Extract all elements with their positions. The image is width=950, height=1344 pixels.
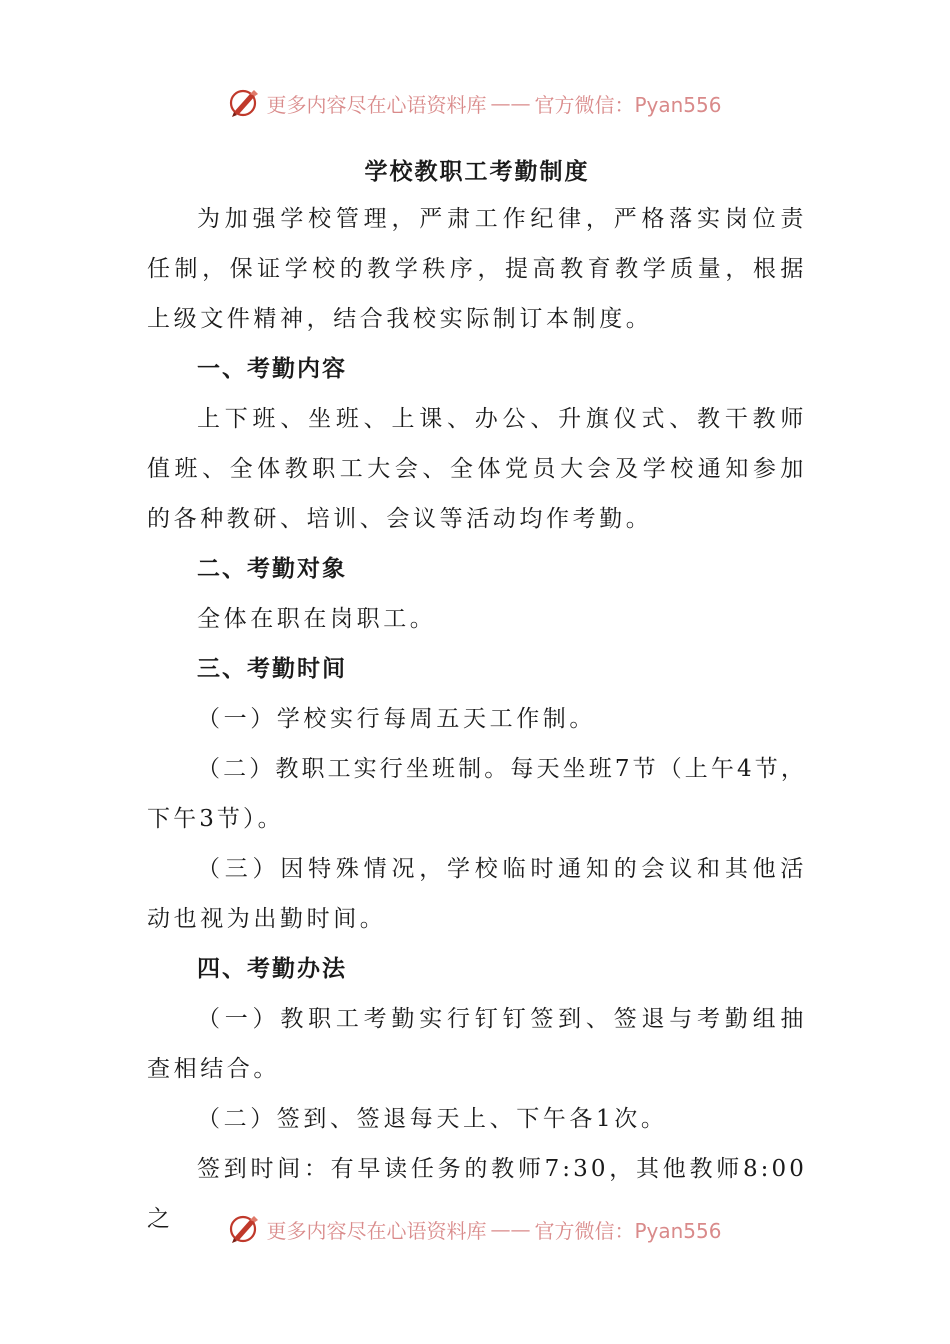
section-heading: 三、考勤时间 <box>197 655 347 682</box>
watermark-separator: —— <box>490 1217 531 1241</box>
section-paragraph: （一）教职工考勤实行钉钉签到、签退与考勤组抽查相结合。 <box>147 1006 807 1082</box>
watermark-text: 更多内容尽在心语资料库 <box>266 92 487 117</box>
section-heading: 二、考勤对象 <box>197 555 347 582</box>
watermark-wechat: 官方微信：Pyan556 <box>534 92 722 117</box>
section-paragraph: 全体在职在岗职工。 <box>197 606 437 632</box>
section-heading: 一、考勤内容 <box>197 355 347 382</box>
pen-logo-icon <box>228 1212 262 1246</box>
section-heading: 四、考勤办法 <box>197 955 347 982</box>
section-paragraph: 签到时间：有早读任务的教师7:30，其他教师8:00之 <box>147 1156 807 1232</box>
watermark-wechat: 官方微信：Pyan556 <box>534 1218 722 1243</box>
watermark-separator: —— <box>490 91 531 115</box>
watermark-text: 更多内容尽在心语资料库 <box>266 1218 487 1243</box>
section-paragraph: （二）教职工实行坐班制。每天坐班7节（上午4节，下午3节）。 <box>147 756 807 832</box>
section-paragraph: 上下班、坐班、上课、办公、升旗仪式、教干教师值班、全体教职工大会、全体党员大会及学校通知参加的各种教研、培训、会议等活动均作考勤。 <box>147 406 807 532</box>
document-title: 学校教职工考勤制度 <box>364 158 590 185</box>
pen-logo-icon <box>228 86 262 120</box>
section-paragraph: （三）因特殊情况，学校临时通知的会议和其他活动也视为出勤时间。 <box>147 856 807 932</box>
watermark-header <box>0 86 950 120</box>
section-paragraph: （一）学校实行每周五天工作制。 <box>197 706 596 732</box>
section-paragraph: （二）签到、签退每天上、下午各1次。 <box>197 1106 668 1132</box>
watermark-footer <box>0 1212 950 1246</box>
document-body <box>147 150 807 1244</box>
intro-paragraph: 为加强学校管理，严肃工作纪律，严格落实岗位责任制，保证学校的教学秩序，提高教育教学质量，根据上级文件精神，结合我校实际制订本制度。 <box>147 206 807 332</box>
